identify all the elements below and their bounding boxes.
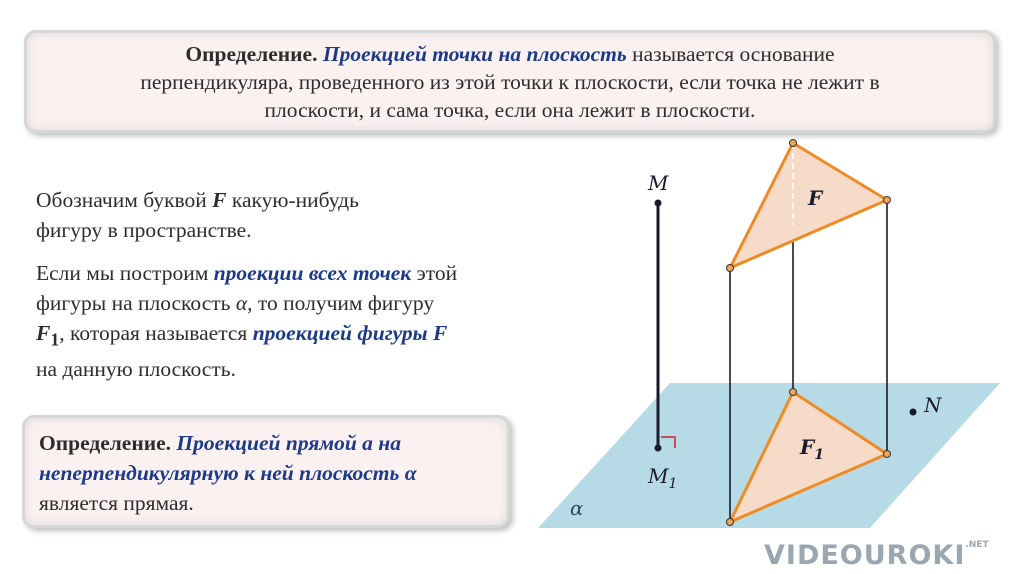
para2-italic-2: проекцией фигуры F <box>252 321 448 345</box>
label-n: N <box>924 393 942 417</box>
definition2-line-1 <box>39 428 507 458</box>
definition2-italic-1: Проекцией прямой a на <box>176 431 401 455</box>
point-m <box>655 200 662 207</box>
label-m: M <box>648 171 669 195</box>
vertex-point <box>727 265 734 272</box>
vertex-point <box>884 451 891 458</box>
vertex-point <box>790 389 797 396</box>
para2-symbol-f1: F <box>36 321 51 345</box>
para2-text-c: фигуры на плоскость <box>36 291 236 315</box>
point-m1 <box>655 445 662 452</box>
definition-text: называется основание <box>626 42 835 66</box>
para2-symbol-f1-sub: 1 <box>50 329 60 350</box>
definition-line-1 <box>27 40 993 68</box>
para2-alpha: α <box>235 291 248 315</box>
para2-text-b: этой <box>411 261 458 285</box>
vertex-point <box>727 519 734 526</box>
label-alpha: α <box>570 496 584 520</box>
vertex-point <box>790 140 797 147</box>
definition2-italic-2: неперпендикулярную к ней плоскость α <box>39 461 417 485</box>
definition-term: Определение. <box>185 42 318 66</box>
logo-text: VIDEOUROKI <box>764 540 966 571</box>
para2-text-e: , которая называется <box>59 321 253 345</box>
definition-line-2: перпендикуляра, проведенного из этой точки к плоскости, если точка не лежит в <box>140 70 880 94</box>
videouroki-logo <box>764 540 989 571</box>
para2-italic-1: проекции всех точек <box>213 261 412 285</box>
logo-suffix: .NET <box>965 540 989 550</box>
para1-text-b: какую-нибудь <box>226 188 359 212</box>
point-n <box>910 409 917 416</box>
definition2-term: Определение. <box>39 431 172 455</box>
para1-text-c: фигуру в пространстве. <box>36 218 252 242</box>
label-f: F <box>808 186 823 210</box>
definition-line-3: плоскости, и сама точка, если она лежит в плоскости. <box>264 98 756 122</box>
projection-diagram <box>530 130 1010 530</box>
definition2-text: является прямая. <box>39 491 194 515</box>
label-m1: $M_1$ <box>648 464 678 492</box>
para1-symbol-f: F <box>212 188 227 212</box>
para2-text-d: , то получим фигуру <box>247 291 435 315</box>
vertex-point <box>884 197 891 204</box>
definition-italic: Проекцией точки на плоскость <box>322 42 627 66</box>
paragraph-notation <box>36 185 456 245</box>
para2-text-g: на данную плоскость. <box>36 357 236 382</box>
label-f1: $F_1$ <box>800 435 824 463</box>
definition-box-line-projection <box>22 415 510 528</box>
paragraph-projection <box>36 258 536 384</box>
definition-box-point-projection <box>24 30 996 133</box>
para2-text-a: Если мы построим <box>36 261 214 285</box>
para1-text-a: Обозначим буквой <box>36 188 213 212</box>
